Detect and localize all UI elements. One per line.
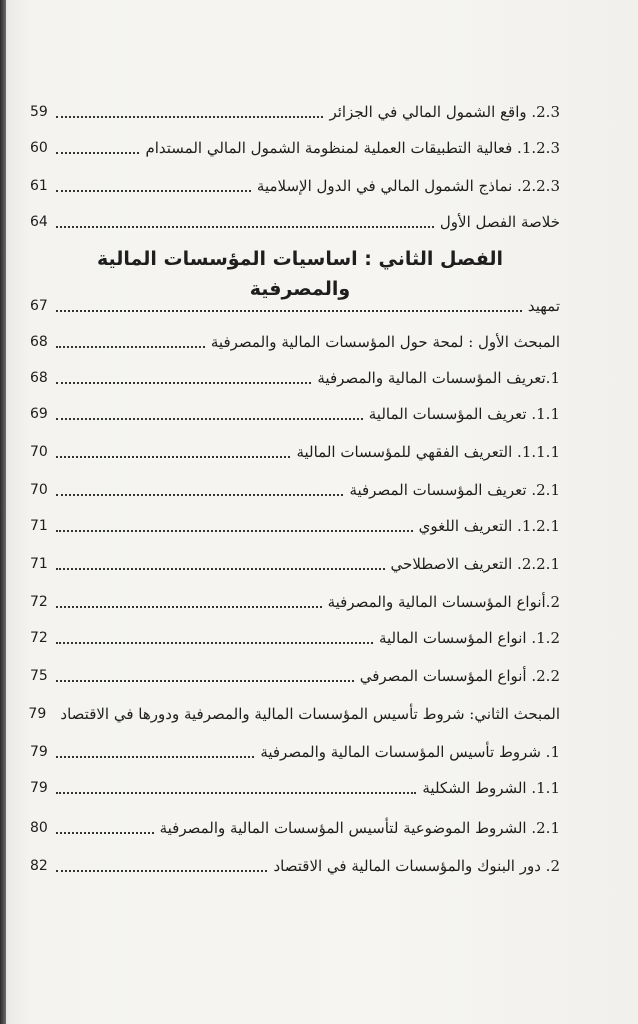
toc-entry: [30, 660, 560, 686]
toc-entry-label: 2.1. الشروط الموضوعية لتأسيس المؤسسات المالية والمصرفية: [159, 819, 560, 837]
toc-entry-page: 68: [30, 370, 48, 386]
leader-dots: [56, 820, 154, 834]
toc-entry-label: تمهيد: [527, 297, 560, 315]
toc-entry: [30, 474, 560, 500]
toc-entry: [30, 398, 560, 424]
toc-entry: [30, 510, 560, 536]
toc-entry-label: 1.1.1. التعريف الفقهي للمؤسسات المالية: [296, 443, 560, 461]
toc-entry-page: 60: [30, 140, 48, 156]
toc-entry-page: 72: [30, 594, 48, 610]
toc-entry-label: 2.أنواع المؤسسات المالية والمصرفية: [327, 593, 560, 611]
toc-entry-page: 75: [30, 668, 48, 684]
leader-dots: [56, 780, 416, 794]
toc-entry-label: 2.1. تعريف المؤسسات المصرفية: [349, 481, 560, 499]
toc-entry-label: 1.1. تعريف المؤسسات المالية: [368, 405, 560, 423]
toc-entry-page: 68: [30, 334, 48, 350]
toc-entry-page: 71: [30, 518, 48, 534]
leader-dots: [56, 444, 290, 458]
toc-entry-label: 1.2.3. فعالية التطبيقات العملية لمنظومة الشمول المالي المستدام: [145, 139, 560, 157]
leader-dots: [56, 406, 363, 420]
toc-entry-label: 2.2.3. نماذج الشمول المالي في الدول الإسلامية: [256, 177, 560, 195]
toc-entry-label: 2.2. أنواع المؤسسات المصرفي: [359, 667, 560, 685]
toc-entry-label: 1.1. الشروط الشكلية: [422, 779, 560, 797]
toc-entry-label: المبحث الأول : لمحة حول المؤسسات المالية والمصرفية: [210, 333, 560, 351]
toc-entry-label: 2.2.1. التعريف الاصطلاحي: [390, 555, 560, 573]
toc-entry-page: 82: [30, 858, 48, 874]
toc-entry-page: 64: [30, 214, 48, 230]
leader-dots: [56, 744, 254, 758]
leader-dots: [56, 334, 205, 348]
toc-entry-page: 71: [30, 556, 48, 572]
toc-entry: [30, 326, 560, 352]
toc-entry-page: 79: [30, 780, 48, 796]
toc-entry-page: 80: [30, 820, 48, 836]
leader-dots: [56, 556, 385, 570]
toc-entry-label: 1.2. انواع المؤسسات المالية: [378, 629, 560, 647]
table-of-contents-chapter-2: [30, 0, 560, 1024]
leader-dots: [56, 594, 322, 608]
toc-entry: [30, 436, 560, 462]
toc-entry-page: 70: [30, 444, 48, 460]
toc-entry: [30, 698, 560, 724]
toc-entry: [30, 622, 560, 648]
leader-dots: [56, 858, 267, 872]
leader-dots: [56, 630, 373, 644]
toc-entry-page: 79: [30, 744, 48, 760]
toc-entry-page: 59: [30, 104, 48, 120]
toc-entry: [30, 850, 560, 876]
leader-dots: [56, 370, 311, 384]
toc-entry-page: 79: [28, 706, 47, 722]
toc-entry: [30, 290, 560, 316]
page-binding-edge: [0, 0, 6, 1024]
toc-entry-page: 67: [30, 298, 48, 314]
toc-entry: [30, 548, 560, 574]
toc-entry-page: 61: [30, 178, 48, 194]
toc-entry-label: خلاصة الفصل الأول: [439, 213, 560, 231]
chapter-heading: الفصل الثاني : اساسيات المؤسسات المالية والمصرفية: [96, 248, 504, 300]
toc-entry: [30, 586, 560, 612]
toc-entry-page: 70: [30, 482, 48, 498]
toc-entry-label: 1.2.1. التعريف اللغوي: [418, 517, 560, 535]
toc-entry: [30, 736, 560, 762]
toc-entry-page: 72: [30, 630, 48, 646]
toc-entry: [30, 362, 560, 388]
leader-dots: [56, 518, 413, 532]
toc-entry-label: 2. دور البنوك والمؤسسات المالية في الاقتصاد: [273, 857, 560, 875]
toc-entry-label: 2.3. واقع الشمول المالي في الجزائر: [329, 103, 560, 121]
toc-entry: [30, 772, 560, 798]
toc-entry-label: 1.تعريف المؤسسات المالية والمصرفية: [317, 369, 560, 387]
leader-dots: [56, 298, 522, 312]
leader-dots: [56, 668, 354, 682]
toc-entry-page: 69: [30, 406, 48, 422]
leader-dots: [56, 482, 343, 496]
toc-entry-label: المبحث الثاني: شروط تأسيس المؤسسات المالية والمصرفية ودورها في الاقتصاد: [60, 705, 560, 723]
toc-entry-label: 1. شروط تأسيس المؤسسات المالية والمصرفية: [260, 743, 560, 761]
toc-entry: [30, 812, 560, 838]
